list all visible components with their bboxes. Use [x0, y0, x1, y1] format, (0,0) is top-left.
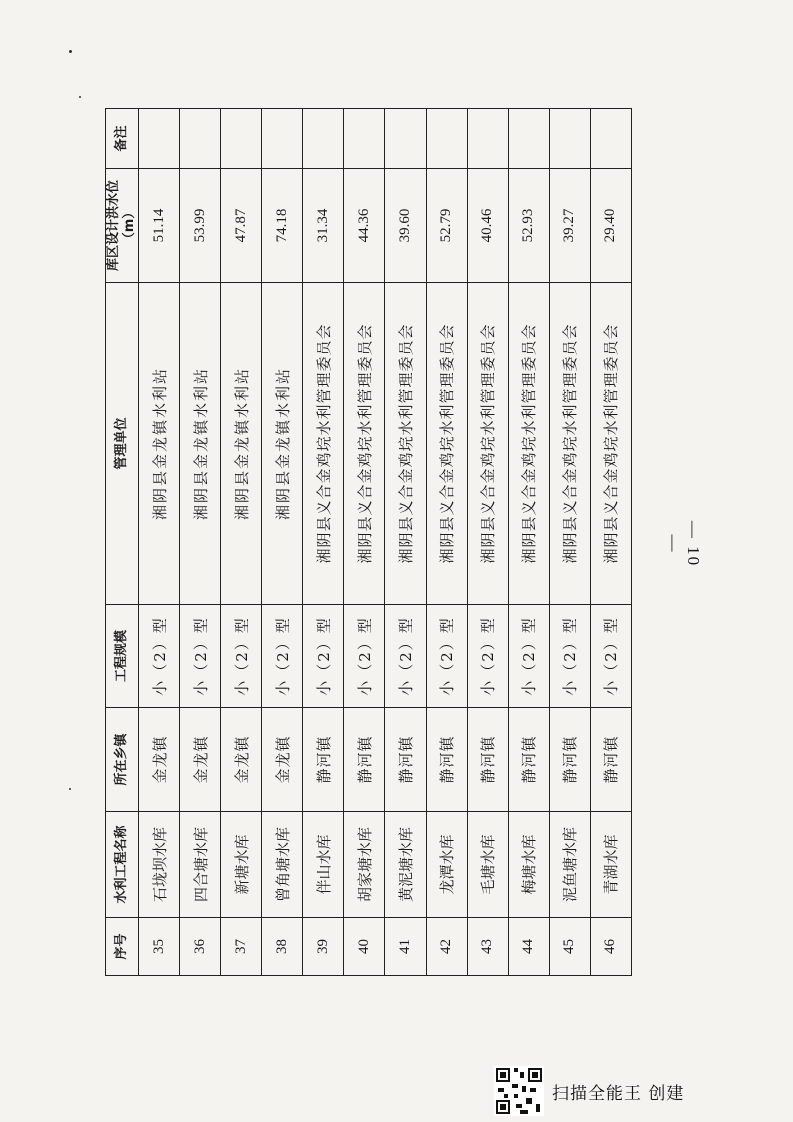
header-unit: 管理单位	[106, 283, 139, 605]
cell-level: 51.14	[139, 169, 180, 283]
header-note: 备注	[106, 109, 139, 169]
cell-seq: 36	[180, 918, 221, 976]
cell-seq: 40	[344, 918, 385, 976]
cell-name: 梅塘水库	[508, 812, 549, 918]
table-row	[549, 109, 590, 976]
cell-name: 胡家塘水库	[344, 812, 385, 918]
table-row	[180, 109, 221, 976]
cell-scale: 小（2）型	[139, 605, 180, 708]
cell-unit: 湘阴县义合金鸡垸水利管理委员会	[385, 283, 426, 605]
cell-name: 黄泥塘水库	[385, 812, 426, 918]
cell-name: 毛塘水库	[467, 812, 508, 918]
reservoir-table	[105, 108, 632, 976]
cell-note	[590, 109, 631, 169]
header-name: 水利工程名称	[106, 812, 139, 918]
cell-note	[262, 109, 303, 169]
cell-note	[549, 109, 590, 169]
scan-speck	[69, 788, 71, 790]
cell-town: 静河镇	[303, 708, 344, 812]
cell-note	[139, 109, 180, 169]
header-scale: 工程规模	[106, 605, 139, 708]
cell-seq: 42	[426, 918, 467, 976]
cell-seq: 45	[549, 918, 590, 976]
cell-note	[508, 109, 549, 169]
cell-seq: 37	[221, 918, 262, 976]
cell-unit: 湘阴县义合金鸡垸水利管理委员会	[426, 283, 467, 605]
cell-level: 44.36	[344, 169, 385, 283]
cell-scale: 小（2）型	[303, 605, 344, 708]
cell-unit: 湘阴县义合金鸡垸水利管理委员会	[508, 283, 549, 605]
cell-town: 静河镇	[426, 708, 467, 812]
cell-unit: 湘阴县义合金鸡垸水利管理委员会	[303, 283, 344, 605]
cell-note	[426, 109, 467, 169]
cell-seq: 46	[590, 918, 631, 976]
header-level: 库区设计洪水位（m）	[106, 169, 139, 283]
cell-level: 29.40	[590, 169, 631, 283]
cell-scale: 小（2）型	[344, 605, 385, 708]
cell-level: 52.79	[426, 169, 467, 283]
cell-scale: 小（2）型	[590, 605, 631, 708]
table-row	[590, 109, 631, 976]
cell-note	[344, 109, 385, 169]
cell-seq: 35	[139, 918, 180, 976]
scan-speck	[69, 50, 72, 53]
cell-unit: 湘阴县义合金鸡垸水利管理委员会	[549, 283, 590, 605]
table-body	[139, 109, 632, 976]
cell-town: 静河镇	[590, 708, 631, 812]
cell-unit: 湘阴县义合金鸡垸水利管理委员会	[467, 283, 508, 605]
cell-unit: 湘阴县义合金鸡垸水利管理委员会	[344, 283, 385, 605]
cell-scale: 小（2）型	[385, 605, 426, 708]
table-row	[508, 109, 549, 976]
cell-town: 金龙镇	[180, 708, 221, 812]
table-row	[467, 109, 508, 976]
cell-name: 曾角塘水库	[262, 812, 303, 918]
cell-name: 伴山水库	[303, 812, 344, 918]
cell-seq: 41	[385, 918, 426, 976]
table-row	[303, 109, 344, 976]
cell-seq: 43	[467, 918, 508, 976]
cell-note	[467, 109, 508, 169]
cell-town: 静河镇	[344, 708, 385, 812]
table-row	[221, 109, 262, 976]
header-seq: 序号	[106, 918, 139, 976]
cell-unit: 湘阴县金龙镇水利站	[262, 283, 303, 605]
cell-note	[385, 109, 426, 169]
cell-town: 静河镇	[549, 708, 590, 812]
table-row	[139, 109, 180, 976]
cell-note	[180, 109, 221, 169]
cell-scale: 小（2）型	[221, 605, 262, 708]
cell-note	[303, 109, 344, 169]
table-row	[344, 109, 385, 976]
qr-code-icon	[494, 1066, 544, 1116]
table-row	[385, 109, 426, 976]
cell-seq: 39	[303, 918, 344, 976]
cell-unit: 湘阴县义合金鸡垸水利管理委员会	[590, 283, 631, 605]
cell-level: 74.18	[262, 169, 303, 283]
reservoir-table-rotated	[105, 109, 632, 976]
cell-scale: 小（2）型	[262, 605, 303, 708]
cell-level: 31.34	[303, 169, 344, 283]
scan-speck	[79, 96, 81, 98]
cell-town: 静河镇	[467, 708, 508, 812]
cell-level: 52.93	[508, 169, 549, 283]
cell-scale: 小（2）型	[467, 605, 508, 708]
cell-name: 龙潭水库	[426, 812, 467, 918]
cell-name: 四合塘水库	[180, 812, 221, 918]
cell-scale: 小（2）型	[180, 605, 221, 708]
cell-scale: 小（2）型	[549, 605, 590, 708]
cell-unit: 湘阴县金龙镇水利站	[139, 283, 180, 605]
cell-town: 金龙镇	[139, 708, 180, 812]
cell-unit: 湘阴县金龙镇水利站	[180, 283, 221, 605]
table-header-row	[106, 109, 139, 976]
cell-level: 40.46	[467, 169, 508, 283]
cell-unit: 湘阴县金龙镇水利站	[221, 283, 262, 605]
scanner-text: 扫描全能王 创建	[552, 1083, 685, 1104]
cell-level: 39.27	[549, 169, 590, 283]
cell-level: 47.87	[221, 169, 262, 283]
cell-name: 青湖水库	[590, 812, 631, 918]
scanner-watermark	[494, 1064, 684, 1118]
cell-name: 石垅坝水库	[139, 812, 180, 918]
table-row	[426, 109, 467, 976]
page-number: — 10 —	[664, 520, 703, 568]
cell-scale: 小（2）型	[426, 605, 467, 708]
cell-town: 金龙镇	[262, 708, 303, 812]
cell-name: 新塘水库	[221, 812, 262, 918]
cell-level: 39.60	[385, 169, 426, 283]
header-town: 所在乡镇	[106, 708, 139, 812]
cell-seq: 44	[508, 918, 549, 976]
cell-town: 金龙镇	[221, 708, 262, 812]
cell-town: 静河镇	[385, 708, 426, 812]
cell-note	[221, 109, 262, 169]
cell-seq: 38	[262, 918, 303, 976]
cell-scale: 小（2）型	[508, 605, 549, 708]
table-row	[262, 109, 303, 976]
cell-name: 泥鱼塘水库	[549, 812, 590, 918]
cell-town: 静河镇	[508, 708, 549, 812]
cell-level: 53.99	[180, 169, 221, 283]
